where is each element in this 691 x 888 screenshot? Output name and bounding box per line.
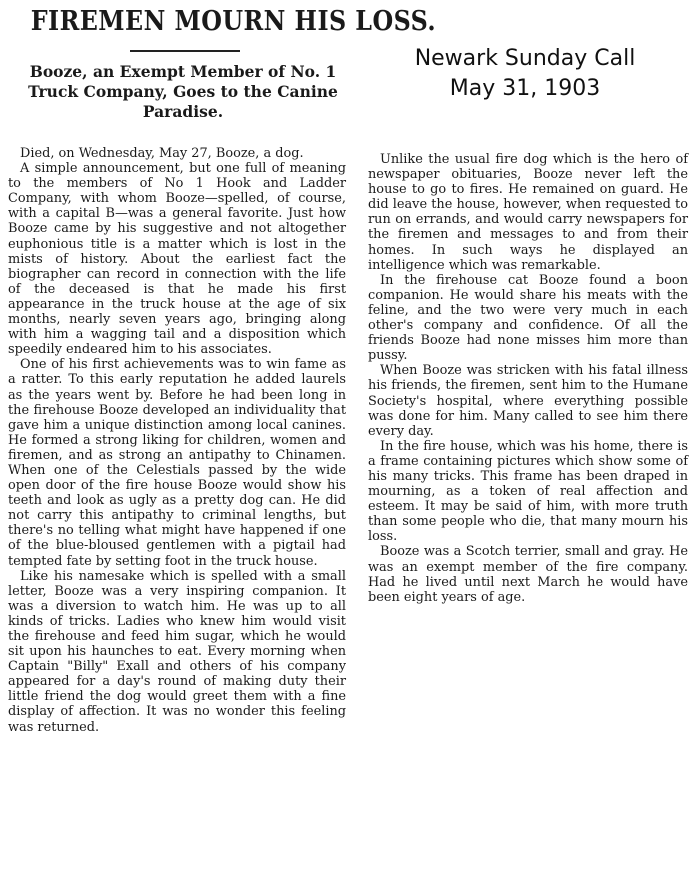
article-paragraph: In the firehouse cat Booze found a boon companion. He would share his meats with the feline, and the two were very much in each other's company and confidence. Of all the friends Booze had none misses him more than pussy. [368, 272, 688, 364]
source-date: May 31, 1903 [449, 76, 601, 101]
source-stamp [405, 44, 645, 104]
article-paragraph: Died, on Wednesday, May 27, Booze, a dog. [20, 146, 304, 161]
article-paragraph: Like his namesake which is spelled with a small letter, Booze was a very inspiring companion. It was a diversion to watch him. He was up to all kinds of tricks. Ladies who knew him would visit the firehouse and feed him sugar, which he would sit upon his haunches to eat. Every morning when Captain "Billy" Exall and others of his company appeared for a day's round of making duty their little friend the dog would greet them with a fine display of affection. It was no wonder this feeling was returned. [8, 568, 346, 735]
article-column-right [368, 152, 688, 605]
article-paragraph: When Booze was stricken with his fatal illness his friends, the firemen, sent him to the Humane Society's hospital, where everything possible was done for him. Many called to see him there every day. [368, 363, 688, 439]
article-paragraph: Booze was a Scotch terrier, small and gray. He was an exempt member of the fire company. Had he lived until next March he would have been eight years of age. [368, 544, 688, 605]
article-paragraph: In the fire house, which was his home, there is a frame containing pictures which show some of his many tricks. This frame has been draped in mourning, as a token of real affection and esteem. It may be said of him, with more truth than some people who die, that many mourn his loss. [368, 438, 688, 545]
subhead: Booze, an Exempt Member of No. 1 Truck Company, Goes to the Canine Paradise. [28, 62, 338, 121]
source-publication: Newark Sunday Call [414, 46, 636, 71]
article-paragraph: A simple announcement, but one full of meaning to the members of No 1 Hook and Ladder Company, with whom Booze—spelled, of course, with a capital B—was a general favorite. Just how Booze came by his suggestive and not altogether euphonious title is a matter which is lost in the mists of history. About the earliest fact the biographer can record in connection with the life of the deceased is that he made his first appearance in the truck house at the age of six months, nearly seven years ago, bringing along with him a wagging tail and a disposition which speedily endeared him to his associates. [8, 161, 346, 358]
article-paragraph: Unlike the usual fire dog which is the hero of newspaper obituaries, Booze never left the house to go to fires. He remained on guard. He did leave the house, however, when requested to run on errands, and would carry newspapers for the firemen and messages to and from their homes. In such ways he displayed an intelligence which was remarkable. [368, 152, 688, 273]
article-column-left [8, 146, 346, 735]
headline: FIREMEN MOURN HIS LOSS. [30, 6, 437, 37]
article-paragraph: One of his first achievements was to win fame as a ratter. To this early reputation he added laurels as the years went by. Before he had been long in the firehouse Booze developed an individuality that gave him a unique distinction among local canines. He formed a strong liking for children, women and firemen, and as strong an antipathy to Chinamen. When one of the Celestials passed by the wide open door of the fire house Booze would show his teeth and look as ugly as a pretty dog can. He did not carry this antipathy to criminal lengths, but there's no telling what might have happened if one of the blue-bloused gentlemen with a pigtail had tempted fate by setting foot in the truck house. [8, 357, 346, 569]
headline-rule [130, 50, 240, 52]
